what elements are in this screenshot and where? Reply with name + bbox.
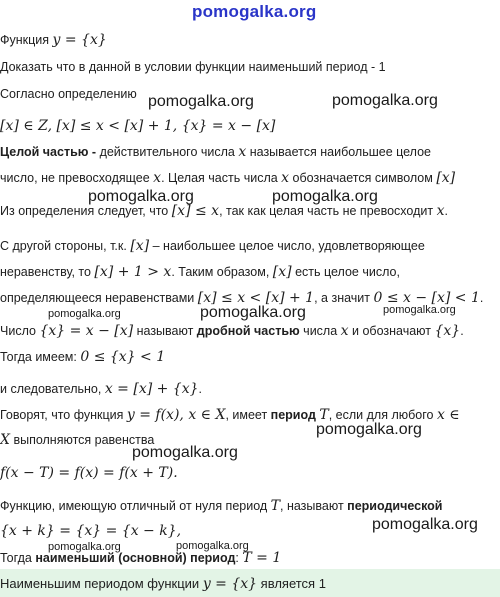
line-other-side-2: неравенству, то [x] + 1 > x. Таким образом, [x] есть целое число,	[0, 264, 400, 280]
line-then-have: Тогда имеем: 0 ≤ {x} < 1	[0, 349, 166, 365]
watermark: pomogalka.org	[332, 92, 438, 109]
watermark: pomogalka.org	[383, 304, 456, 316]
watermark: pomogalka.org	[88, 188, 194, 205]
line-conclusion: Наименьшим периодом функции y = {x} является 1	[0, 576, 326, 592]
watermark-top: pomogalka.org	[192, 2, 317, 21]
line-function: Функция y = {x}	[0, 32, 107, 48]
line-fractional-equation: {x + k} = {x} = {x − k},	[0, 523, 182, 539]
line-period-def-2: X выполняются равенства	[0, 432, 155, 448]
line-smallest-period: Тогда наименьший (основной) период: T = 1	[0, 550, 282, 566]
watermark: pomogalka.org	[272, 188, 378, 205]
line-period-def-1: Говорят, что функция y = f(x), x ∈ X, имеет период T, если для любого x ∈	[0, 407, 460, 423]
watermark: pomogalka.org	[200, 304, 306, 321]
watermark: pomogalka.org	[48, 308, 121, 320]
watermark: pomogalka.org	[176, 540, 249, 552]
line-therefore: и следовательно, x = [x] + {x}.	[0, 381, 202, 397]
line-inequalities: определяющееся неравенствами [x] ≤ x < [x] + 1, а значит 0 ≤ x − [x] < 1.	[0, 290, 484, 306]
line-other-side-1: С другой стороны, т.к. [x] – наибольшее целое число, удовлетворяющее	[0, 238, 425, 254]
line-definition-intro: Согласно определению	[0, 87, 137, 101]
line-task: Доказать что в данной в условии функции наименьший период - 1	[0, 60, 386, 74]
watermark: pomogalka.org	[48, 541, 121, 553]
line-consequence: Из определения следует, что [x] ≤ x, так как целая часть не превосходит x.	[0, 203, 448, 219]
line-formula-definition: [x] ∈ Z, [x] ≤ x < [x] + 1, {x} = x − [x]	[0, 118, 276, 134]
watermark: pomogalka.org	[372, 516, 478, 533]
line-integer-part-1: Целой частью - действительного числа x называется наибольшее целое	[0, 144, 432, 160]
watermark: pomogalka.org	[132, 444, 238, 461]
watermark: pomogalka.org	[148, 93, 254, 110]
line-periodic-def: Функцию, имеющую отличный от нуля период T, называют периодической	[0, 498, 443, 514]
line-integer-part-2: число, не превосходящее x. Целая часть числа x обозначается символом [x]	[0, 170, 456, 186]
watermark: pomogalka.org	[316, 421, 422, 438]
line-fractional-part: Число {x} = x − [x] называют дробной частью числа x и обозначают {x}.	[0, 323, 464, 339]
line-period-equation: f(x − T) = f(x) = f(x + T).	[0, 465, 178, 481]
